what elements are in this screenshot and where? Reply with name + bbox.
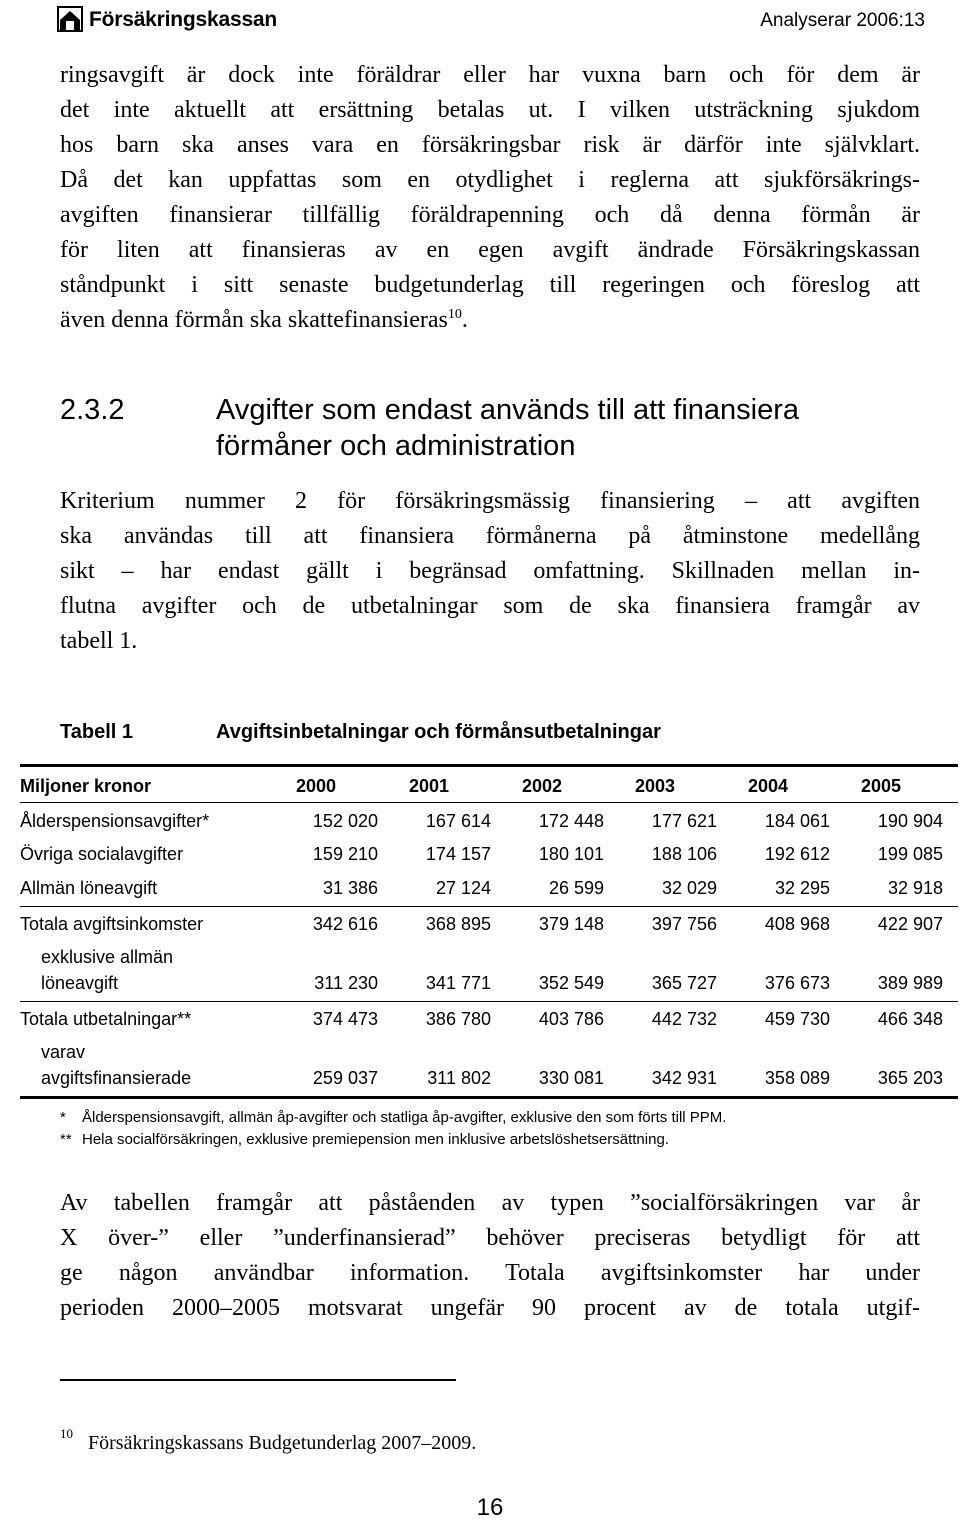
- table-cell: 190 904: [877, 811, 943, 831]
- table-cell: 180 101: [538, 844, 604, 864]
- table-cell: 184 061: [764, 811, 830, 831]
- footnote-text: Försäkringskassans Budgetunderlag 2007–2009.: [88, 1432, 477, 1454]
- publication-id: Analyserar 2006:13: [760, 10, 925, 31]
- table-rule: [20, 906, 958, 907]
- table-cell: 32 295: [774, 878, 830, 898]
- row-label: Allmän löneavgift: [20, 878, 158, 898]
- text-line: X över-” eller ”underfinansierad” behöver preciseras betydligt för att: [60, 1225, 920, 1251]
- table-cell: 422 907: [877, 914, 943, 934]
- text-line: perioden 2000–2005 motsvarat ungefär 90 procent av de totala utgif-: [60, 1295, 920, 1321]
- table-label: Tabell 1: [60, 721, 133, 743]
- page-number: 16: [476, 1494, 504, 1521]
- year-header: 2000: [296, 776, 337, 796]
- table-cell: 174 157: [425, 844, 491, 864]
- paragraph-2: [60, 484, 920, 659]
- page-header: [57, 0, 925, 44]
- table-cell: 26 599: [548, 878, 604, 898]
- table-cell: 311 230: [314, 973, 378, 993]
- table-rule: [20, 1096, 958, 1099]
- text-line: för liten att finansieras av en egen avgift ändrade Försäkringskassan: [60, 237, 920, 263]
- text-fragment: .: [461, 307, 468, 333]
- table-cell: 459 730: [764, 1009, 830, 1029]
- table-cell: 192 612: [764, 844, 830, 864]
- text-line: ringsavgift är dock inte föräldrar eller har vuxna barn och för dem är: [60, 62, 920, 88]
- table-header-row: [20, 774, 958, 798]
- table-cell: 177 621: [651, 811, 717, 831]
- table-cell: 167 614: [425, 811, 491, 831]
- table-row: [20, 1007, 958, 1031]
- note-text: Ålderspensionsavgift, allmän åp-avgifter och statliga åp-avgifter, exklusive den som förts till PPM.: [82, 1109, 727, 1126]
- table-cell: 466 348: [877, 1009, 943, 1029]
- table-cell: 386 780: [425, 1009, 491, 1029]
- text-fragment: även denna förmån ska skattefinansieras: [60, 307, 448, 333]
- table-cell: 188 106: [651, 844, 717, 864]
- table-note: [60, 1108, 726, 1128]
- table-cell: 32 918: [887, 878, 943, 898]
- table-row: [20, 1040, 958, 1064]
- row-label: avgiftsfinansierade: [41, 1068, 192, 1088]
- table-cell: 330 081: [538, 1068, 604, 1088]
- table-cell: 408 968: [764, 914, 830, 934]
- header-label: Miljoner kronor: [20, 776, 152, 796]
- row-label: Totala avgiftsinkomster: [20, 914, 204, 934]
- table-row: [20, 971, 958, 995]
- table-cell: 358 089: [764, 1068, 830, 1088]
- text-line: ska användas till att finansiera förmånerna på åtminstone medellång: [60, 523, 920, 549]
- table-rule: [20, 764, 958, 767]
- text-line: avgiften finansierar tillfällig föräldrapenning och då denna förmån är: [60, 202, 920, 228]
- table-cell: 352 549: [538, 973, 604, 993]
- table-cell: 376 673: [764, 973, 830, 993]
- table-cell: 159 210: [312, 844, 378, 864]
- table-cell: 368 895: [425, 914, 491, 934]
- text-line: ge någon användbar information. Totala avgiftsinkomster har under: [60, 1260, 920, 1286]
- table-title: Avgiftsinbetalningar och förmånsutbetalningar: [216, 721, 661, 743]
- logo-icon: [57, 6, 83, 32]
- footnote-rule: [60, 1379, 456, 1381]
- text-line: ståndpunkt i sitt senaste budgetunderlag till regeringen och föreslog att: [60, 272, 920, 298]
- table-cell: 172 448: [538, 811, 604, 831]
- year-header: 2004: [748, 776, 789, 796]
- table-cell: 365 203: [877, 1068, 943, 1088]
- year-header: 2005: [861, 776, 902, 796]
- table-cell: 199 085: [877, 844, 943, 864]
- logo-text: Försäkringskassan: [89, 8, 278, 31]
- table-row: [20, 945, 958, 969]
- table-row: [20, 809, 958, 833]
- row-label: varav: [41, 1042, 86, 1062]
- table-cell: 32 029: [661, 878, 717, 898]
- table-cell: 342 616: [312, 914, 378, 934]
- year-header: 2001: [409, 776, 450, 796]
- section-number: 2.3.2: [60, 394, 125, 426]
- section-title: [216, 392, 916, 464]
- row-label: Totala utbetalningar**: [20, 1009, 192, 1029]
- row-label: löneavgift: [41, 973, 119, 993]
- section-title-line: förmåner och administration: [216, 430, 576, 462]
- table-cell: 365 727: [651, 973, 717, 993]
- text-line: Då det kan uppfattas som en otydlighet i reglerna att sjukförsäkrings-: [60, 167, 920, 193]
- table-row: [20, 912, 958, 936]
- text-line: det inte aktuellt att ersättning betalas ut. I vilken utsträckning sjukdom: [60, 97, 920, 123]
- table-cell: 152 020: [312, 811, 378, 831]
- text-line: flutna avgifter och de utbetalningar som de ska finansiera framgår av: [60, 593, 920, 619]
- footnote-number: 10: [60, 1426, 73, 1441]
- note-mark: **: [60, 1131, 72, 1148]
- table-cell: 31 386: [322, 878, 378, 898]
- text-line: Av tabellen framgår att påståenden av typen ”socialförsäkringen var år: [60, 1190, 920, 1216]
- footnote: [60, 1426, 477, 1456]
- note-text: Hela socialförsäkringen, exklusive premiepension men inklusive arbetslöshetsersättning.: [82, 1131, 669, 1148]
- row-label: Övriga socialavgifter: [20, 844, 184, 864]
- table-note: [60, 1130, 669, 1150]
- note-mark: *: [60, 1109, 66, 1126]
- table-cell: 379 148: [538, 914, 604, 934]
- table-cell: 27 124: [435, 878, 491, 898]
- table-cell: 374 473: [312, 1009, 378, 1029]
- table-rule: [20, 1001, 958, 1002]
- table-row: [20, 1066, 958, 1090]
- table-cell: 403 786: [538, 1009, 604, 1029]
- footnote-ref[interactable]: 10: [447, 307, 462, 322]
- table-cell: 397 756: [651, 914, 717, 934]
- table-row: [20, 842, 958, 866]
- year-header: 2003: [635, 776, 676, 796]
- table-cell: 311 802: [427, 1068, 491, 1088]
- table-cell: 259 037: [312, 1068, 378, 1088]
- table-cell: 342 931: [651, 1068, 717, 1088]
- text-line: sikt – har endast gällt i begränsad omfattning. Skillnaden mellan in-: [60, 558, 920, 584]
- paragraph-3: [60, 1186, 920, 1326]
- text-line-last: [60, 303, 920, 338]
- text-line: hos barn ska anses vara en försäkringsbar risk är därför inte självklart.: [60, 132, 920, 158]
- table-row: [20, 876, 958, 900]
- row-label: Ålderspensionsavgifter*: [20, 811, 210, 831]
- row-label: exklusive allmän: [41, 947, 174, 967]
- paragraph-1: [60, 58, 920, 338]
- table-cell: 389 989: [877, 973, 943, 993]
- year-header: 2002: [522, 776, 563, 796]
- table-cell: 442 732: [651, 1009, 717, 1029]
- section-title-line: Avgifter som endast används till att finansiera: [216, 394, 800, 426]
- table-rule: [20, 802, 958, 803]
- table-cell: 341 771: [425, 973, 491, 993]
- text-line: Kriterium nummer 2 för försäkringsmässig finansiering – att avgiften: [60, 488, 920, 514]
- text-line-last: tabell 1.: [60, 628, 138, 654]
